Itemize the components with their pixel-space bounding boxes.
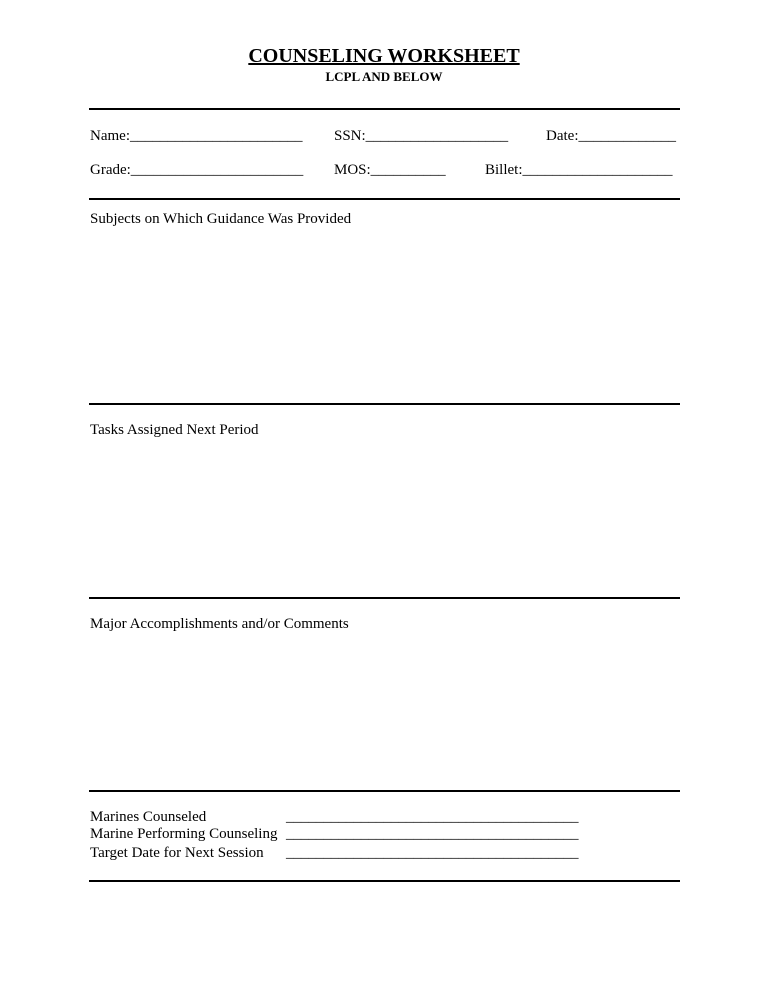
page-title: COUNSELING WORKSHEET — [248, 45, 520, 67]
divider-top — [89, 108, 680, 110]
divider-accomplishments — [89, 790, 680, 792]
marine-performing-label: Marine Performing Counseling — [90, 826, 278, 842]
billet-field[interactable]: Billet:____________________ — [485, 162, 673, 178]
name-field[interactable]: Name:_______________________ — [90, 128, 303, 144]
target-date-line[interactable]: _______________________________________ — [286, 845, 579, 861]
mos-field[interactable]: MOS:__________ — [334, 162, 446, 178]
divider-bottom — [89, 880, 680, 882]
grade-field[interactable]: Grade:_______________________ — [90, 162, 304, 178]
section-tasks-label: Tasks Assigned Next Period — [90, 422, 259, 438]
target-date-label: Target Date for Next Session — [90, 845, 264, 861]
ssn-field[interactable]: SSN:___________________ — [334, 128, 509, 144]
date-field[interactable]: Date:_____________ — [546, 128, 676, 144]
section-accomplishments-label: Major Accomplishments and/or Comments — [90, 616, 349, 632]
marines-counseled-label: Marines Counseled — [90, 809, 207, 825]
marine-performing-line[interactable]: _______________________________________ — [286, 826, 579, 842]
divider-tasks — [89, 597, 680, 599]
divider-fields — [89, 198, 680, 200]
divider-subjects — [89, 403, 680, 405]
page-subtitle: LCPL AND BELOW — [325, 69, 443, 84]
section-subjects-label: Subjects on Which Guidance Was Provided — [90, 211, 352, 227]
marines-counseled-line[interactable]: _______________________________________ — [286, 809, 579, 825]
